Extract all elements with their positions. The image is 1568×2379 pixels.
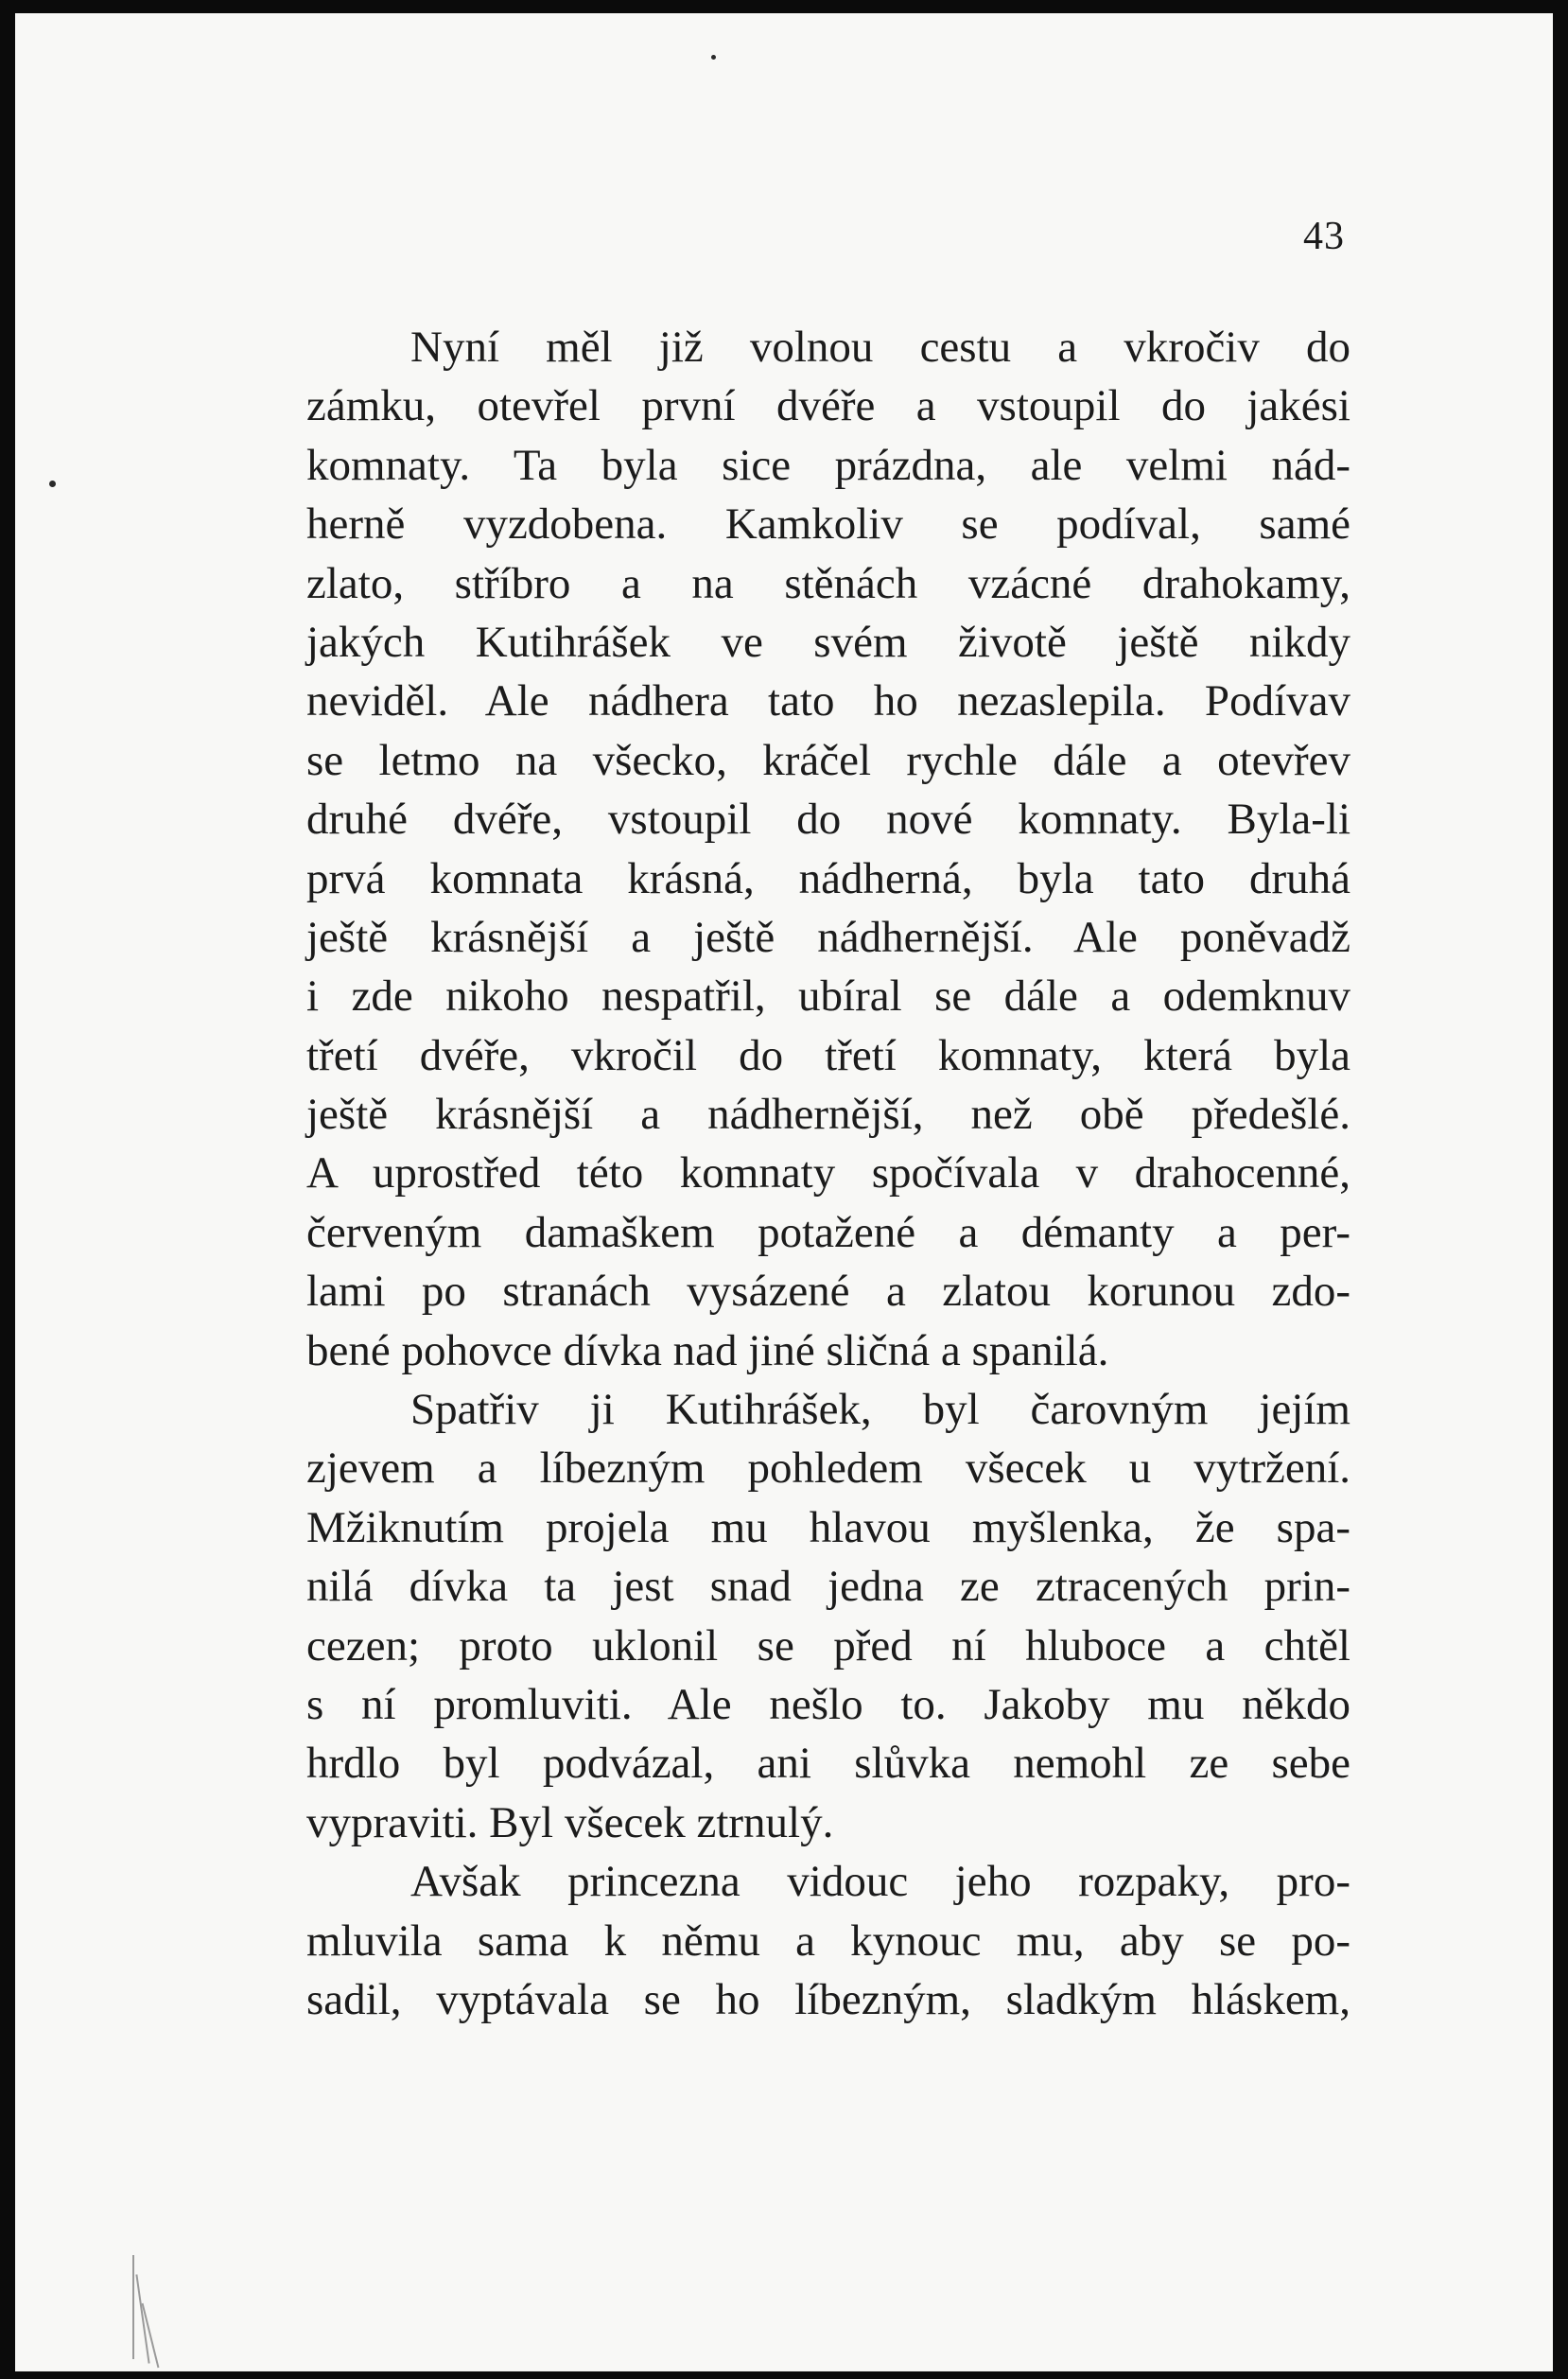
text-line: jakých Kutihrášek ve svém životě ještě nikdy bbox=[306, 617, 1350, 667]
text-line: bené pohovce dívka nad jiné sličná a spanilá. bbox=[306, 1325, 1109, 1375]
text-line: zjevem a líbezným pohledem všecek u vytržení. bbox=[306, 1443, 1350, 1494]
scan-scratch bbox=[135, 2274, 149, 2363]
text-line: třetí dvéře, vkročil do třetí komnaty, která byla bbox=[306, 1030, 1350, 1080]
text-line: zámku, otevřel první dvéře a vstoupil do jakési bbox=[306, 381, 1350, 431]
text-line: zlato, stříbro a na stěnách vzácné drahokamy, bbox=[306, 558, 1350, 608]
text-line: neviděl. Ale nádhera tato ho nezaslepila. Podívav bbox=[306, 676, 1350, 726]
text-line: Spatřiv ji Kutihrášek, byl čarovným jejím bbox=[410, 1385, 1350, 1435]
scan-scratch bbox=[132, 2255, 134, 2359]
text-line: se letmo na všecko, kráčel rychle dále a otevřev bbox=[306, 735, 1350, 785]
text-line: nilá dívka ta jest snad jedna ze ztracených prin- bbox=[306, 1562, 1350, 1612]
scan-speck bbox=[49, 481, 56, 487]
text-line: ještě krásnější a nádhernější, než obě předešlé. bbox=[306, 1090, 1350, 1140]
paragraph-1 bbox=[306, 318, 1350, 1380]
text-line: červeným damaškem potažené a démanty a per- bbox=[306, 1207, 1350, 1257]
text-line: ještě krásnější a ještě nádhernější. Ale poněvadž bbox=[306, 912, 1350, 962]
body-text bbox=[306, 318, 1350, 2029]
text-line: Avšak princezna vidouc jeho rozpaky, pro- bbox=[410, 1857, 1350, 1907]
text-line: komnaty. Ta byla sice prázdna, ale velmi nád- bbox=[306, 440, 1350, 490]
text-line: s ní promluviti. Ale nešlo to. Jakoby mu někdo bbox=[306, 1679, 1350, 1729]
text-line: vypraviti. Byl všecek ztrnulý. bbox=[306, 1797, 834, 1847]
text-line: A uprostřed této komnaty spočívala v drahocenné, bbox=[306, 1148, 1350, 1198]
text-line: Mžiknutím projela mu hlavou myšlenka, že spa- bbox=[306, 1502, 1350, 1552]
paragraph-3 bbox=[306, 1852, 1350, 2029]
paragraph-2 bbox=[306, 1380, 1350, 1852]
text-line: prvá komnata krásná, nádherná, byla tato druhá bbox=[306, 853, 1350, 903]
text-line: i zde nikoho nespatřil, ubíral se dále a odemknuv bbox=[306, 971, 1350, 1022]
text-line: Nyní měl již volnou cestu a vkročiv do bbox=[410, 323, 1350, 372]
text-line: cezen; proto uklonil se před ní hluboce a chtěl bbox=[306, 1620, 1350, 1671]
text-line: druhé dvéře, vstoupil do nové komnaty. Byla-li bbox=[306, 795, 1350, 845]
text-line: lami po stranách vysázené a zlatou korunou zdo- bbox=[306, 1267, 1350, 1317]
page-number: 43 bbox=[1303, 215, 1345, 258]
text-line: mluvila sama k němu a kynouc mu, aby se po- bbox=[306, 1915, 1350, 1966]
text-line: hrdlo byl podvázal, ani slůvka nemohl ze sebe bbox=[306, 1739, 1350, 1789]
text-line: herně vyzdobena. Kamkoliv se podíval, samé bbox=[306, 499, 1350, 550]
scan-speck bbox=[711, 55, 716, 60]
text-line: sadil, vyptávala se ho líbezným, sladkým hláskem, bbox=[306, 1974, 1350, 2024]
